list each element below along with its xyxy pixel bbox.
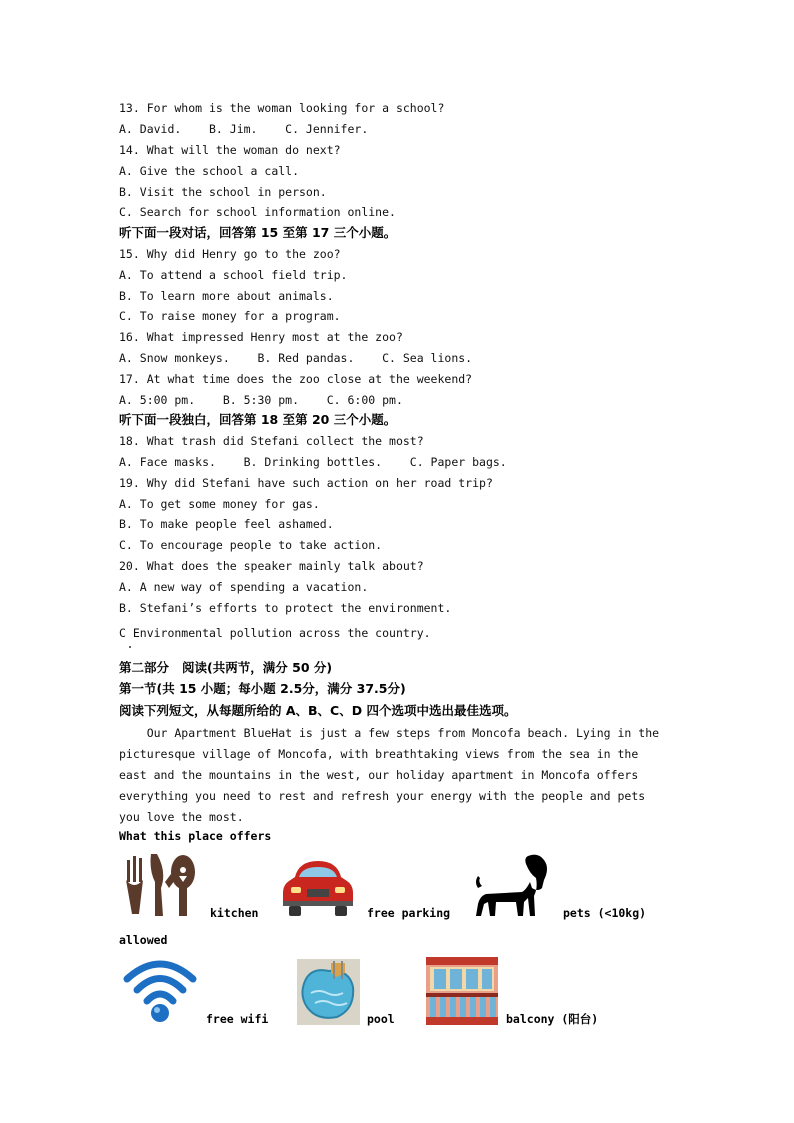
question-19-option-b: B. To make people feel ashamed. xyxy=(119,517,334,531)
amenity-pool: pool xyxy=(367,1012,395,1026)
question-16-options: A. Snow monkeys. B. Red pandas. C. Sea lions. xyxy=(119,351,473,365)
question-19: 19. Why did Stefani have such action on her road trip? xyxy=(119,476,493,490)
amenity-parking: free parking xyxy=(367,906,451,920)
passage-line-5: you love the most. xyxy=(119,810,244,824)
question-18: 18. What trash did Stefani collect the most? xyxy=(119,434,424,448)
question-20-option-a: A. A new way of spending a vacation. xyxy=(119,580,369,594)
kitchen-icon xyxy=(121,852,201,920)
amenity-pets: pets (<10kg) xyxy=(563,906,647,920)
offers-heading: What this place offers xyxy=(119,829,272,843)
question-15: 15. Why did Henry go to the zoo? xyxy=(119,247,341,261)
question-14-option-b: B. Visit the school in person. xyxy=(119,185,327,199)
passage-line-1: Our Apartment BlueHat is just a few steps from Moncofa beach. Lying in the xyxy=(119,726,660,740)
part2-section1: 第一节(共 15 小题；每小题 2.5分，满分 37.5分) xyxy=(119,681,406,696)
question-16: 16. What impressed Henry most at the zoo? xyxy=(119,330,403,344)
question-13-options: A. David. B. Jim. C. Jennifer. xyxy=(119,122,369,136)
balcony-icon xyxy=(426,957,498,1025)
pool-icon xyxy=(297,959,360,1025)
stray-dot xyxy=(129,646,131,648)
question-18-options: A. Face masks. B. Drinking bottles. C. Paper bags. xyxy=(119,455,507,469)
question-15-option-c: C. To raise money for a program. xyxy=(119,309,341,323)
question-20-option-b: B. Stefani’s efforts to protect the environment. xyxy=(119,601,452,615)
passage-line-4: everything you need to rest and refresh your energy with the people and pets xyxy=(119,789,646,803)
question-20-option-c: C Environmental pollution across the country. xyxy=(119,626,431,640)
question-15-option-b: B. To learn more about animals. xyxy=(119,289,334,303)
question-13: 13. For whom is the woman looking for a school? xyxy=(119,101,445,115)
question-15-option-a: A. To attend a school field trip. xyxy=(119,268,348,282)
question-14-option-a: A. Give the school a call. xyxy=(119,164,300,178)
part2-title: 第二部分 阅读(共两节，满分 50 分) xyxy=(119,660,333,675)
instruction-18-20: 听下面一段独白，回答第 18 至第 20 三个小题。 xyxy=(119,412,397,427)
question-17: 17. At what time does the zoo close at the weekend? xyxy=(119,372,473,386)
amenity-pets-allowed: allowed xyxy=(119,933,168,947)
passage-line-2: picturesque village of Moncofa, with breathtaking views from the sea in the xyxy=(119,747,639,761)
amenity-wifi: free wifi xyxy=(206,1012,269,1026)
wifi-icon xyxy=(121,955,199,1025)
question-17-options: A. 5:00 pm. B. 5:30 pm. C. 6:00 pm. xyxy=(119,393,403,407)
part2-instruction: 阅读下列短文，从每题所给的 A、B、C、D 四个选项中选出最佳选项。 xyxy=(119,703,517,718)
amenity-balcony: balcony (阳台) xyxy=(506,1012,599,1026)
question-20: 20. What does the speaker mainly talk about? xyxy=(119,559,424,573)
question-19-option-c: C. To encourage people to take action. xyxy=(119,538,383,552)
question-14: 14. What will the woman do next? xyxy=(119,143,341,157)
amenity-kitchen: kitchen xyxy=(210,906,259,920)
question-14-option-c: C. Search for school information online. xyxy=(119,205,396,219)
instruction-15-17: 听下面一段对话，回答第 15 至第 17 三个小题。 xyxy=(119,225,397,240)
question-19-option-a: A. To get some money for gas. xyxy=(119,497,320,511)
dog-icon xyxy=(472,852,552,920)
passage-line-3: east and the mountains in the west, our holiday apartment in Moncofa offers xyxy=(119,768,639,782)
car-icon xyxy=(281,857,355,917)
